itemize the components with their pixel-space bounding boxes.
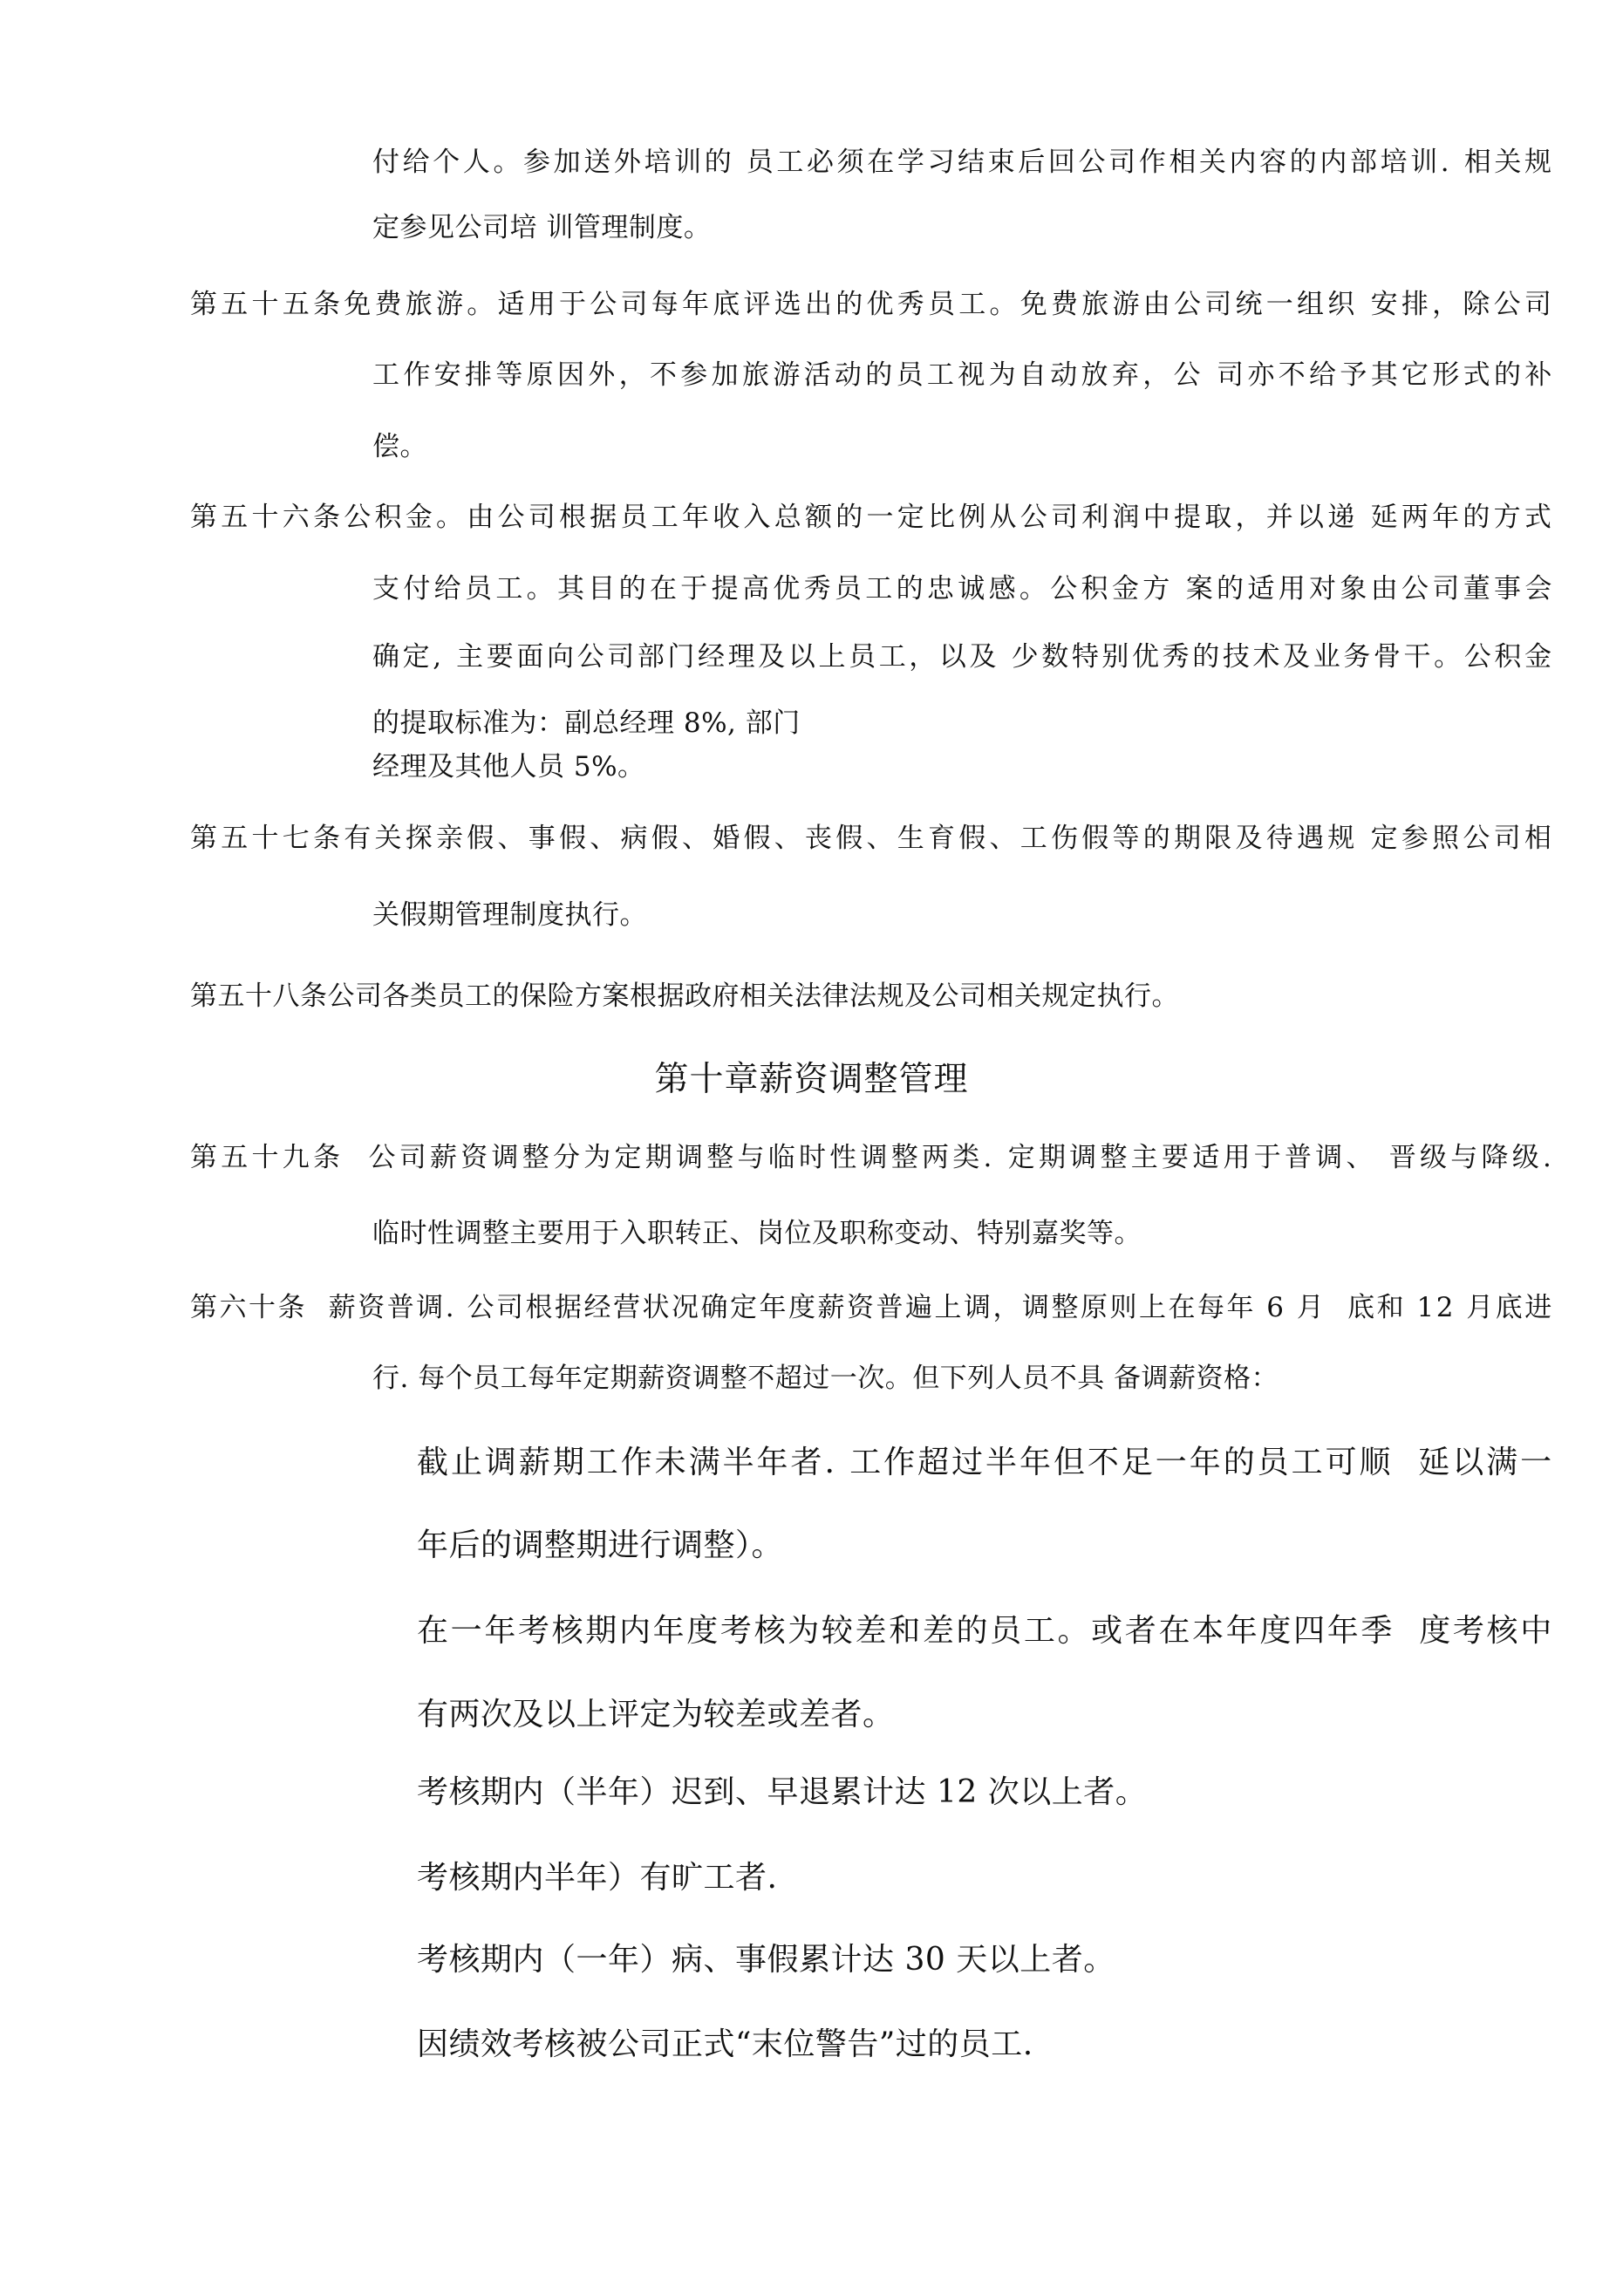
list-item: 考核期内（一年）病、事假累计达 30 天以上者。: [417, 1942, 1115, 1978]
text-line: 定参见公司培 训管理制度。: [372, 212, 712, 243]
article-59-line: 第 五 十 九 条 公 司 薪 资 调 整 分 为 定 期 调 整 与 临 时 性 调 整 两 类 . 定 期 调 整 主 要 适 用 于 普 调 、 晋 级 与 降 级 .: [190, 1142, 1552, 1173]
text-line: 工 作 安 排 等 原 因 外 ， 不 参 加 旅 游 活 动 的 员 工 视 为 自 动 放 弃 ， 公 司 亦 不 给 予 其 它 形 式 的 补: [372, 359, 1552, 391]
text-line: 确 定 , 主 要 面 向 公 司 部 门 经 理 及 以 上 员 工 ， 以 及 少 数 特 别 优 秀 的 技 术 及 业 务 骨 干 。 公 积 金: [372, 641, 1552, 673]
text-line: 付 给 个 人 。 参 加 送 外 培 训 的 员 工 必 须 在 学 习 结 束 后 回 公 司 作 相 关 内 容 的 内 部 培 训 . 相 关 规: [372, 147, 1552, 178]
chapter-heading: 第十章薪资调整管理: [654, 1060, 969, 1099]
text-line: 有两次及以上评定为较差或差者。: [417, 1697, 895, 1732]
article-55-line: 第 五 十 五 条 免 费 旅 游 。 适 用 于 公 司 每 年 底 评 选 出 的 优 秀 员 工 。 免 费 旅 游 由 公 司 统 一 组 织 安 排 ， 除 公 司: [190, 289, 1552, 320]
article-56-line: 第 五 十 六 条 公 积 金 。 由 公 司 根 据 员 工 年 收 入 总 额 的 一 定 比 例 从 公 司 利 润 中 提 取 ， 并 以 递 延 两 年 的 方 式: [190, 502, 1552, 533]
article-60-line: 第 六 十 条 薪 资 普 调 . 公 司 根 据 经 营 状 况 确 定 年 度 薪 资 普 遍 上 调 ， 调 整 原 则 上 在 每 年 6 月 底 和 1 2 月 底 进: [190, 1292, 1552, 1323]
list-item: 因绩效考核被公司正式“末位警告”过的员工.: [417, 2026, 1033, 2062]
text-line: 偿。: [372, 431, 427, 462]
text-line: 临时性调整主要用于入职转正、岗位及职称变动、特别嘉奖等。: [372, 1218, 1142, 1249]
text-line: 关假期管理制度执行。: [372, 899, 647, 931]
text-line: 的提取标准为：副总经理 8%, 部门: [372, 707, 801, 739]
article-58-line: 第五十八条公司各类员工的保险方案根据政府相关法律法规及公司相关规定执行。: [190, 981, 1179, 1012]
list-item: 在 一 年 考 核 期 内 年 度 考 核 为 较 差 和 差 的 员 工 。 或 者 在 本 年 度 四 年 季 度 考 核 中: [417, 1613, 1552, 1649]
text-line: 年后的调整期进行调整）。: [417, 1527, 784, 1563]
text-line: 行. 每个员工每年定期薪资调整不超过一次。但下列人员不具 备调薪资格：: [372, 1363, 1279, 1394]
text-line: 经理及其他人员 5%。: [372, 751, 645, 782]
list-item: 考核期内（半年）迟到、早退累计达 12 次以上者。: [417, 1774, 1148, 1810]
list-item: 截 止 调 薪 期 工 作 未 满 半 年 者 . 工 作 超 过 半 年 但 不 足 一 年 的 员 工 可 顺 延 以 满 一: [417, 1445, 1552, 1480]
text-line: 支 付 给 员 工 。 其 目 的 在 于 提 高 优 秀 员 工 的 忠 诚 感 。 公 积 金 方 案 的 适 用 对 象 由 公 司 董 事 会: [372, 573, 1552, 605]
list-item: 考核期内半年）有旷工者.: [417, 1860, 778, 1896]
article-57-line: 第 五 十 七 条 有 关 探 亲 假 、 事 假 、 病 假 、 婚 假 、 丧 假 、 生 育 假 、 工 伤 假 等 的 期 限 及 待 遇 规 定 参 照 公 司 相: [190, 823, 1552, 854]
